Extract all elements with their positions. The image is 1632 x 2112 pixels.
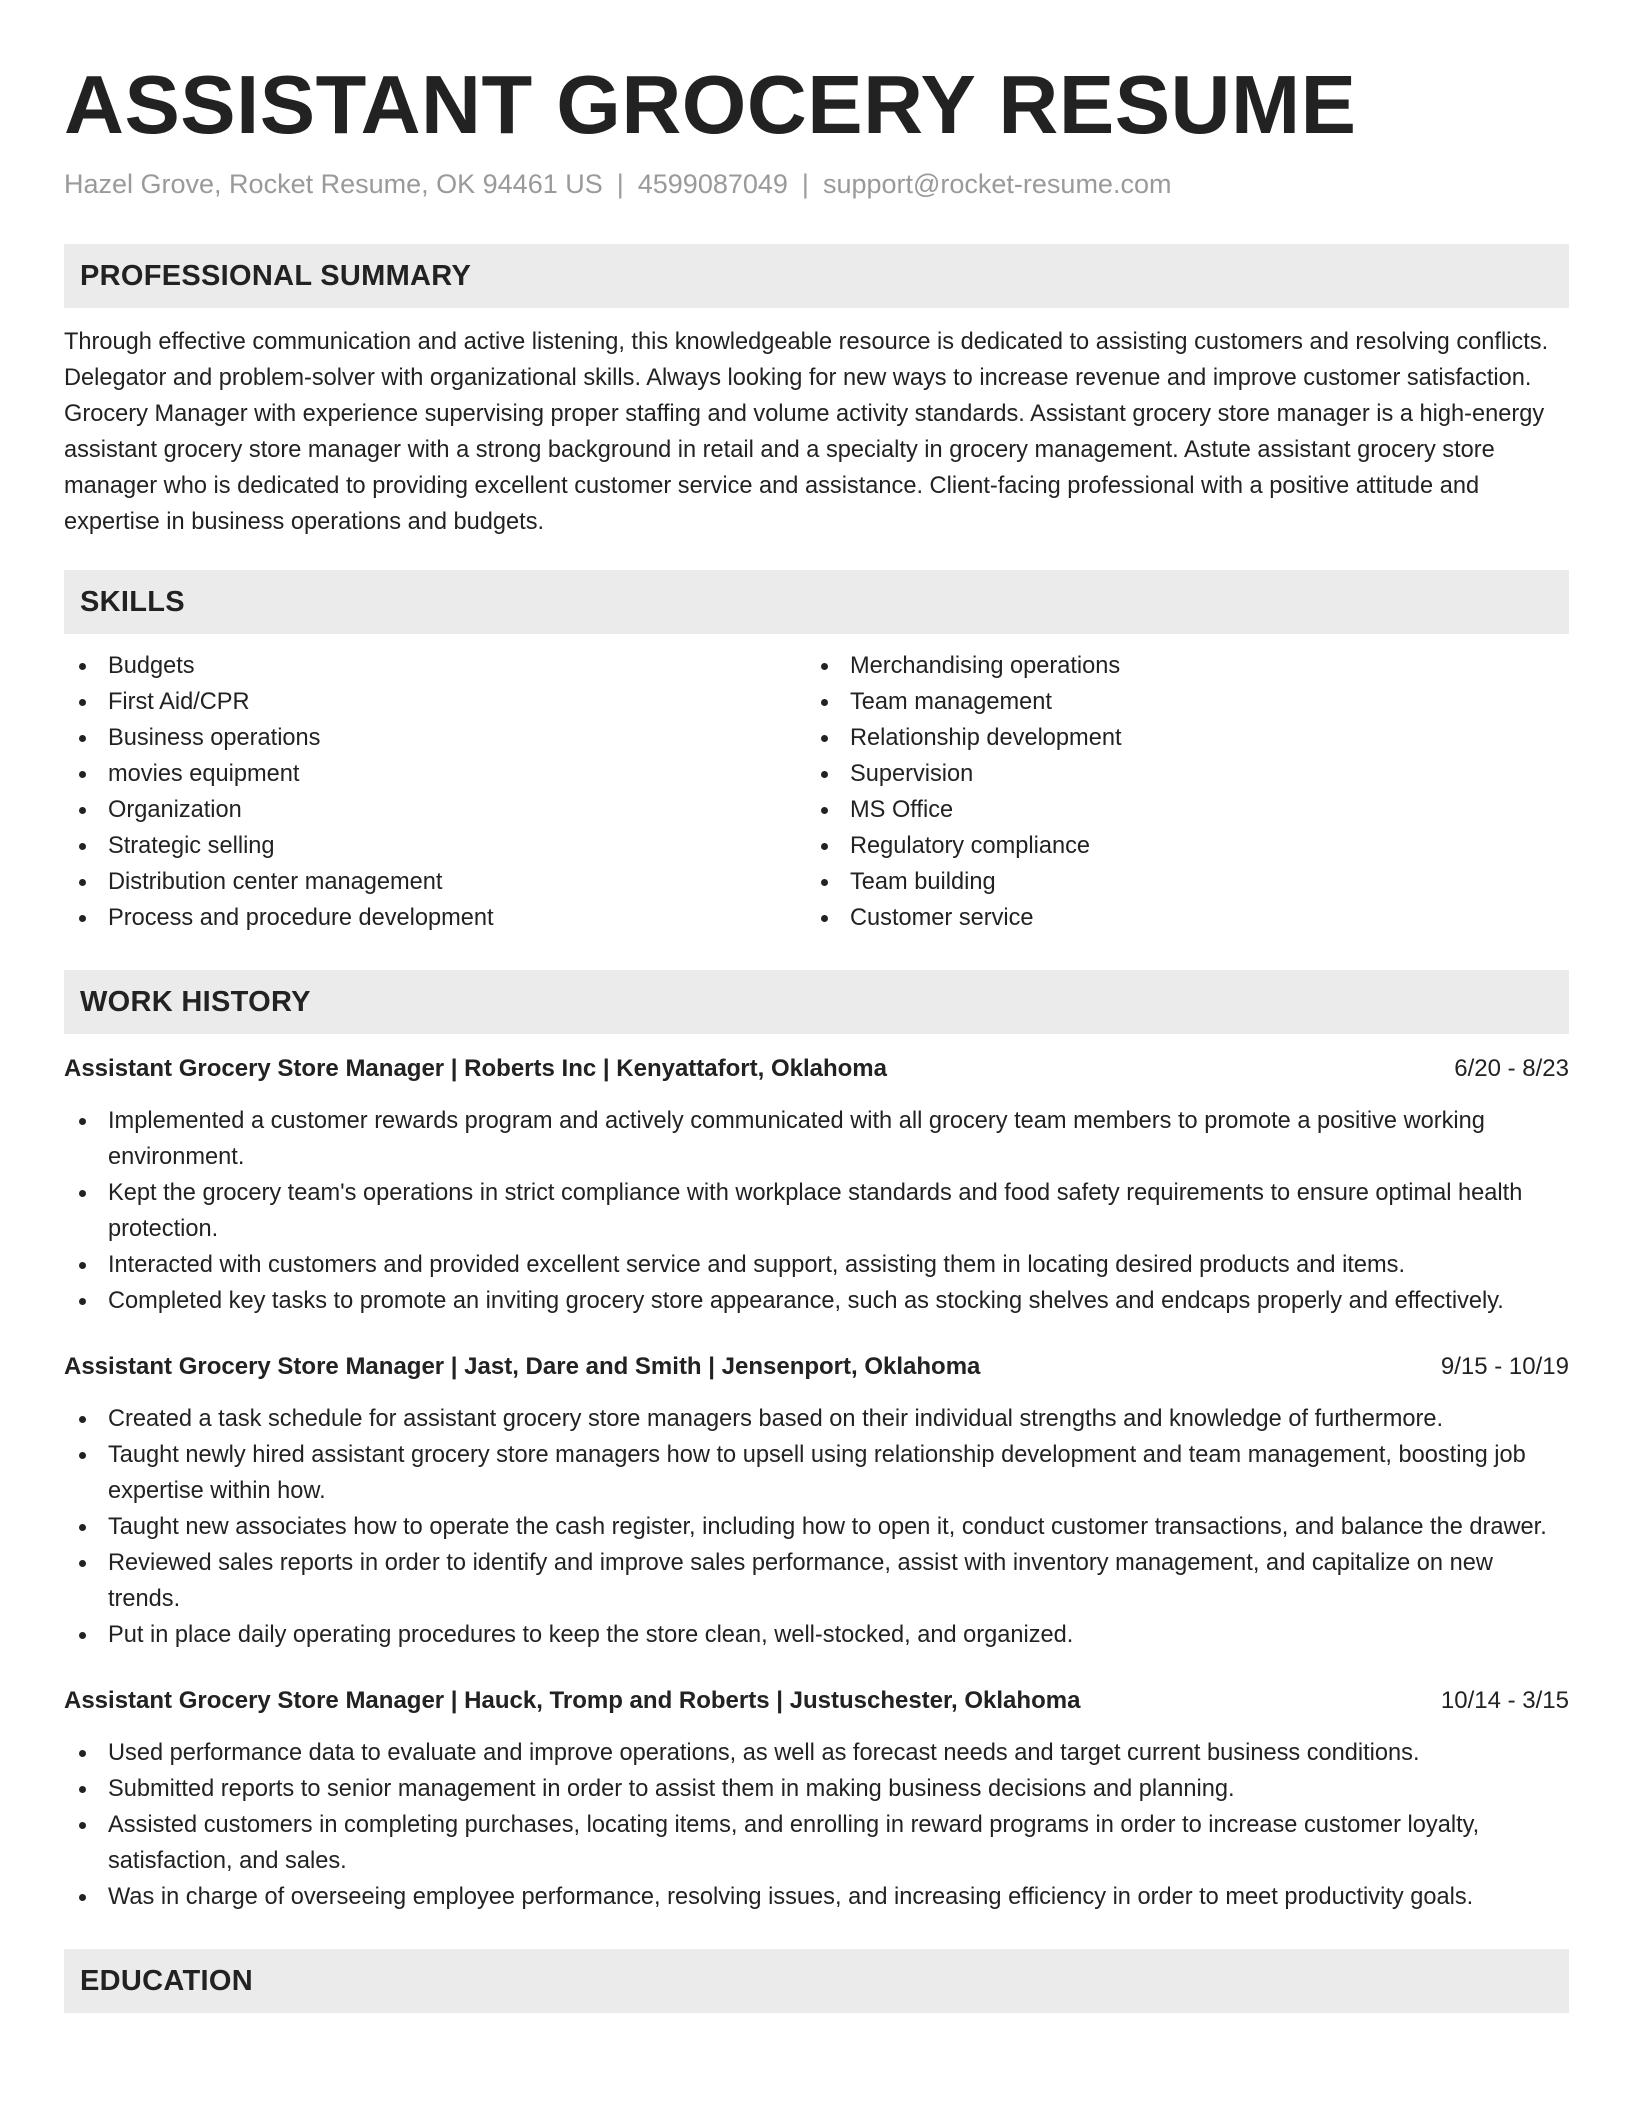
skills-column-left <box>64 648 806 936</box>
job-header <box>64 1683 1569 1719</box>
skills-list <box>64 648 1569 936</box>
job-header <box>64 1051 1569 1087</box>
skill-item: Team building <box>806 864 1548 900</box>
contact-phone: 4599087049 <box>637 169 788 199</box>
job-bullets <box>64 1735 1569 1915</box>
job-bullet: Completed key tasks to promote an inviting grocery store appearance, such as stocking shelves and endcaps properly and effectively. <box>64 1283 1569 1319</box>
job-entry <box>64 1683 1569 1915</box>
skill-item: Merchandising operations <box>806 648 1548 684</box>
section-heading-summary: PROFESSIONAL SUMMARY <box>64 244 1569 308</box>
skill-item: movies equipment <box>64 756 806 792</box>
section-heading-skills: SKILLS <box>64 570 1569 634</box>
job-bullet: Put in place daily operating procedures to keep the store clean, well-stocked, and organized. <box>64 1617 1569 1653</box>
job-bullet: Used performance data to evaluate and improve operations, as well as forecast needs and target current business conditions. <box>64 1735 1569 1771</box>
contact-separator: | <box>801 169 809 199</box>
job-bullet: Was in charge of overseeing employee performance, resolving issues, and increasing efficiency in order to meet productivity goals. <box>64 1879 1569 1915</box>
section-heading-education: EDUCATION <box>64 1949 1569 2013</box>
skill-item: Budgets <box>64 648 806 684</box>
skill-item: Team management <box>806 684 1548 720</box>
job-bullets <box>64 1103 1569 1319</box>
job-bullet: Assisted customers in completing purchases, locating items, and enrolling in reward programs in order to increase customer loyalty, satisfaction, and sales. <box>64 1807 1569 1879</box>
skill-item: MS Office <box>806 792 1548 828</box>
contact-separator: | <box>616 169 624 199</box>
skill-item: Regulatory compliance <box>806 828 1548 864</box>
job-title: Assistant Grocery Store Manager | Hauck, Tromp and Roberts | Justuschester, Oklahoma <box>64 1687 1081 1714</box>
section-heading-work-history: WORK HISTORY <box>64 970 1569 1034</box>
skill-item: Relationship development <box>806 720 1548 756</box>
summary-text: Through effective communication and active listening, this knowledgeable resource is dedicated to assisting customers and resolving conflicts. Delegator and problem-solver with organizational skills. Always looking for new ways to increase revenue and improve customer satisfaction. Grocery Manager with experience supervising proper staffing and volume activity standards. Assistant grocery store manager is a high-energy assistant grocery store manager with a strong background in retail and a specialty in grocery management. Astute assistant grocery store manager who is dedicated to providing excellent customer service and assistance. Client-facing professional with a positive attitude and expertise in business operations and budgets. <box>64 329 1549 535</box>
resume-title: ASSISTANT GROCERY RESUME <box>64 58 1357 151</box>
job-title: Assistant Grocery Store Manager | Jast, Dare and Smith | Jensenport, Oklahoma <box>64 1353 981 1380</box>
job-title: Assistant Grocery Store Manager | Roberts Inc | Kenyattafort, Oklahoma <box>64 1055 887 1082</box>
job-bullet: Created a task schedule for assistant grocery store managers based on their individual strengths and knowledge of furthermore. <box>64 1401 1569 1437</box>
job-bullet: Kept the grocery team's operations in strict compliance with workplace standards and food safety requirements to ensure optimal health protection. <box>64 1175 1569 1247</box>
job-bullet: Implemented a customer rewards program and actively communicated with all grocery team members to promote a positive working environment. <box>64 1103 1569 1175</box>
job-bullet: Reviewed sales reports in order to identify and improve sales performance, assist with inventory management, and capitalize on new trends. <box>64 1545 1569 1617</box>
skill-item: First Aid/CPR <box>64 684 806 720</box>
skill-item: Process and procedure development <box>64 900 806 936</box>
skill-item: Organization <box>64 792 806 828</box>
contact-email: support@rocket-resume.com <box>822 169 1172 199</box>
job-bullet: Taught newly hired assistant grocery store managers how to upsell using relationship development and team management, boosting job expertise within how. <box>64 1437 1569 1509</box>
job-header <box>64 1349 1569 1385</box>
contact-line <box>64 166 1569 202</box>
job-bullets <box>64 1401 1569 1653</box>
skills-column-right <box>806 648 1548 936</box>
job-bullet: Interacted with customers and provided excellent service and support, assisting them in locating desired products and items. <box>64 1247 1569 1283</box>
job-dates: 9/15 - 10/19 <box>1440 1353 1569 1380</box>
skill-item: Supervision <box>806 756 1548 792</box>
job-dates: 10/14 - 3/15 <box>1440 1687 1569 1714</box>
job-bullet: Taught new associates how to operate the cash register, including how to open it, conduct customer transactions, and balance the drawer. <box>64 1509 1569 1545</box>
contact-address: Hazel Grove, Rocket Resume, OK 94461 US <box>64 169 603 199</box>
skill-item: Distribution center management <box>64 864 806 900</box>
skill-item: Business operations <box>64 720 806 756</box>
job-dates: 6/20 - 8/23 <box>1454 1055 1569 1082</box>
job-bullet: Submitted reports to senior management in order to assist them in making business decisions and planning. <box>64 1771 1569 1807</box>
job-entry <box>64 1349 1569 1653</box>
skill-item: Strategic selling <box>64 828 806 864</box>
skill-item: Customer service <box>806 900 1548 936</box>
job-entry <box>64 1051 1569 1319</box>
